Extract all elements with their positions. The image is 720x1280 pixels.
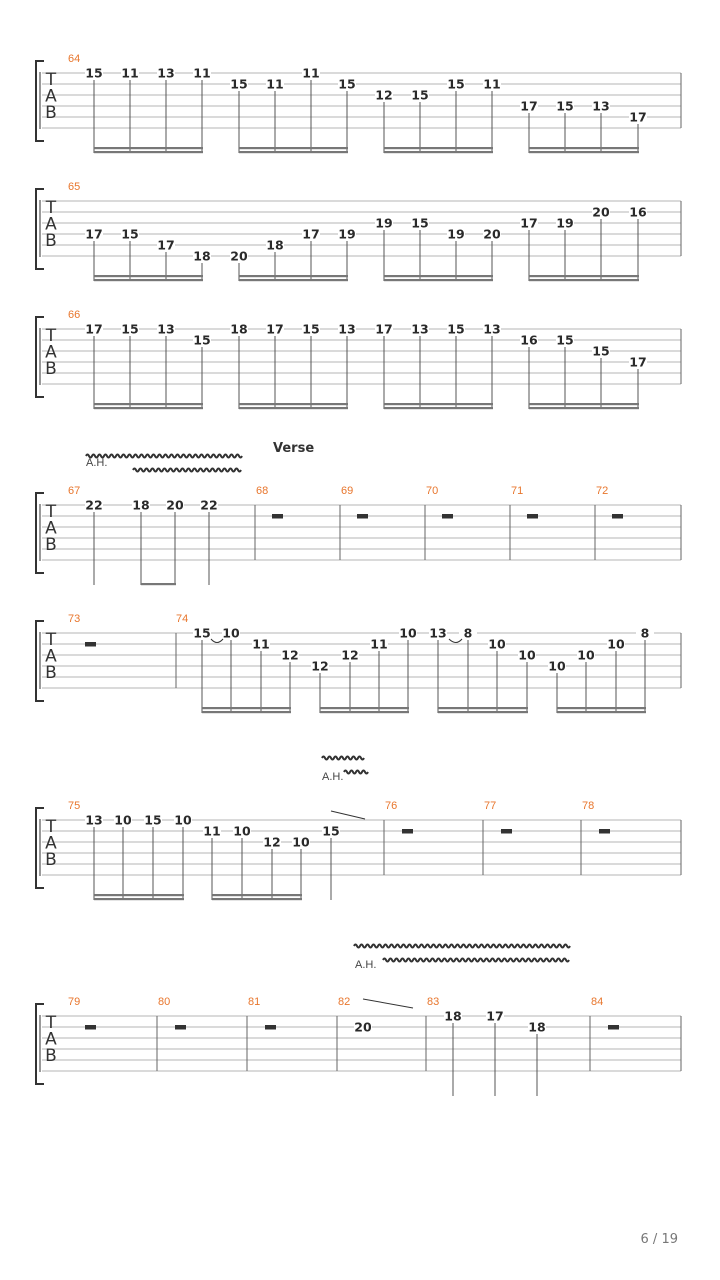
beam — [529, 275, 639, 277]
beam-group — [375, 322, 501, 410]
measure-number-75: 75 — [68, 800, 81, 812]
measure-number-81: 81 — [248, 996, 261, 1008]
vibrato-squiggle — [133, 469, 241, 472]
whole-rest — [402, 829, 413, 834]
technique-label: A.H. — [355, 959, 377, 971]
beam — [94, 407, 203, 409]
fret-number: 11 — [370, 636, 388, 652]
slide-line — [363, 999, 413, 1008]
vibrato-squiggle — [322, 757, 364, 760]
tab-clef-letter: T — [45, 630, 57, 650]
beam — [212, 894, 302, 896]
beam — [557, 711, 646, 713]
fret-number: 20 — [230, 248, 248, 264]
fret-number: 10 — [488, 636, 506, 652]
fret-number: 20 — [166, 497, 184, 513]
tab-staff — [36, 1004, 681, 1084]
measure-number-74: 74 — [176, 613, 189, 625]
fret-number: 10 — [114, 812, 132, 828]
beam-group — [193, 626, 299, 714]
fret-number: 10 — [174, 812, 192, 828]
fret-number: 17 — [302, 226, 320, 242]
measure-number-84: 84 — [591, 996, 604, 1008]
tab-clef — [45, 502, 57, 555]
system-5 — [36, 613, 681, 713]
tab-clef-letter: B — [45, 103, 57, 123]
beam — [320, 711, 409, 713]
fret-number: 10 — [607, 636, 625, 652]
measure-number-72: 72 — [596, 485, 609, 497]
fret-number: 20 — [592, 204, 610, 220]
beam-group — [375, 77, 501, 154]
tab-clef — [45, 198, 57, 251]
system-2 — [36, 181, 681, 281]
beam — [438, 711, 528, 713]
beam-group — [85, 322, 211, 410]
tab-clef-letter: A — [45, 214, 57, 235]
fret-number: 17 — [486, 1008, 504, 1024]
tab-clef — [45, 1013, 57, 1066]
notes — [85, 811, 610, 900]
tab-clef-letter: T — [45, 1013, 57, 1033]
beam — [239, 407, 348, 409]
fret-number: 15 — [338, 76, 356, 92]
fret-number: 15 — [447, 76, 465, 92]
beam — [384, 279, 493, 281]
beam — [94, 279, 203, 281]
fret-number: 15 — [556, 98, 574, 114]
whole-rest — [175, 1025, 186, 1030]
whole-rest — [272, 514, 283, 519]
whole-rest — [527, 514, 538, 519]
tab-clef — [45, 70, 57, 123]
beam-group — [230, 322, 356, 410]
system-4 — [36, 485, 681, 585]
measure-number-76: 76 — [385, 800, 398, 812]
tab-clef — [45, 630, 57, 683]
fret-number: 15 — [144, 812, 162, 828]
vibrato-squiggle — [354, 945, 570, 948]
fret-number: 10 — [222, 625, 240, 641]
fret-number: 12 — [375, 87, 393, 103]
fret-number: 16 — [629, 204, 647, 220]
technique-label: A.H. — [86, 457, 108, 469]
tab-clef-letter: A — [45, 86, 57, 107]
beam — [384, 275, 493, 277]
fret-number: 10 — [399, 625, 417, 641]
measure-number-73: 73 — [68, 613, 81, 625]
fret-number: 17 — [629, 354, 647, 370]
notes — [85, 66, 647, 154]
fret-number: 13 — [157, 321, 175, 337]
whole-rest — [612, 514, 623, 519]
beam — [529, 407, 639, 409]
tab-clef-letter: T — [45, 198, 57, 218]
fret-number: 22 — [200, 497, 218, 513]
tab-clef-letter: B — [45, 850, 57, 870]
beam-group — [429, 626, 536, 714]
tab-clef-letter: A — [45, 342, 57, 363]
measure-number-68: 68 — [256, 485, 269, 497]
fret-number: 19 — [447, 226, 465, 242]
whole-rest — [85, 1025, 96, 1030]
section-label: Verse — [273, 441, 315, 456]
notes — [85, 999, 619, 1096]
notes — [85, 322, 647, 410]
beam — [202, 707, 291, 709]
tab-clef-letter: A — [45, 833, 57, 854]
fret-number: 10 — [577, 647, 595, 663]
fret-number: 11 — [266, 76, 284, 92]
fret-number: 19 — [556, 215, 574, 231]
whole-rest — [265, 1025, 276, 1030]
fret-number: 10 — [233, 823, 251, 839]
beam-group — [375, 216, 501, 282]
fret-number: 11 — [483, 76, 501, 92]
beam-group — [85, 813, 192, 901]
fret-number: 17 — [157, 237, 175, 253]
system-6 — [36, 800, 681, 900]
fret-number: 15 — [592, 343, 610, 359]
beam — [529, 403, 639, 405]
beam — [529, 151, 639, 153]
beam — [94, 894, 184, 896]
tab-clef — [45, 326, 57, 379]
whole-rest — [442, 514, 453, 519]
notes — [85, 498, 623, 586]
fret-number: 13 — [483, 321, 501, 337]
slide-line — [331, 811, 365, 819]
fret-number: 18 — [528, 1019, 546, 1035]
measure-number-64: 64 — [68, 53, 81, 65]
fret-number: 17 — [520, 98, 538, 114]
fret-number: 11 — [121, 65, 139, 81]
tab-clef-letter: A — [45, 1029, 57, 1050]
tab-clef — [45, 817, 57, 870]
system-1 — [36, 53, 681, 153]
notes — [85, 626, 654, 714]
beam — [384, 151, 493, 153]
slur-arc — [449, 639, 462, 643]
fret-number: 19 — [375, 215, 393, 231]
tab-clef-letter: A — [45, 646, 57, 667]
fret-number: 15 — [302, 321, 320, 337]
notes — [85, 205, 647, 282]
fret-number: 12 — [311, 658, 329, 674]
fret-number: 17 — [266, 321, 284, 337]
system-7 — [36, 996, 681, 1096]
tab-clef-letter: B — [45, 359, 57, 379]
fret-number: 16 — [520, 332, 538, 348]
beam-group — [85, 227, 211, 282]
beam-group — [230, 227, 356, 282]
page-number: 6 / 19 — [640, 1232, 678, 1247]
measure-number-66: 66 — [68, 309, 81, 321]
beam-group — [520, 99, 647, 154]
fret-number: 17 — [85, 226, 103, 242]
fret-number: 11 — [252, 636, 270, 652]
fret-number: 8 — [463, 625, 473, 641]
beam — [239, 279, 348, 281]
fret-number: 15 — [556, 332, 574, 348]
measure-number-77: 77 — [484, 800, 497, 812]
fret-number: 15 — [230, 76, 248, 92]
beam — [239, 151, 348, 153]
fret-number: 18 — [132, 497, 150, 513]
fret-number: 15 — [322, 823, 340, 839]
fret-number: 17 — [520, 215, 538, 231]
tab-clef-letter: A — [45, 518, 57, 539]
fret-number: 17 — [85, 321, 103, 337]
whole-rest — [501, 829, 512, 834]
fret-number: 17 — [629, 109, 647, 125]
vibrato-squiggle — [383, 959, 569, 962]
tab-staff — [36, 808, 681, 888]
fret-number: 12 — [341, 647, 359, 663]
beam — [384, 407, 493, 409]
beam-group — [85, 66, 211, 154]
fret-number: 18 — [230, 321, 248, 337]
beam-group — [548, 626, 654, 714]
beam — [94, 275, 203, 277]
fret-number: 15 — [447, 321, 465, 337]
fret-number: 15 — [193, 332, 211, 348]
fret-number: 13 — [592, 98, 610, 114]
measure-number-80: 80 — [158, 996, 171, 1008]
beam — [529, 279, 639, 281]
tab-clef-letter: B — [45, 231, 57, 251]
tab-clef-letter: T — [45, 502, 57, 522]
fret-number: 22 — [85, 497, 103, 513]
beam — [239, 147, 348, 149]
fret-number: 8 — [640, 625, 650, 641]
fret-number: 15 — [121, 321, 139, 337]
beam-group — [520, 205, 647, 282]
measure-number-67: 67 — [68, 485, 81, 497]
system-3 — [36, 309, 681, 409]
fret-number: 18 — [193, 248, 211, 264]
fret-number: 15 — [411, 215, 429, 231]
measure-number-78: 78 — [582, 800, 595, 812]
vibrato-squiggle — [344, 771, 368, 774]
measure-number-82: 82 — [338, 996, 351, 1008]
vibrato-squiggle — [86, 455, 242, 458]
fret-number: 20 — [483, 226, 501, 242]
tab-clef-letter: B — [45, 663, 57, 683]
fret-number: 17 — [375, 321, 393, 337]
tab-clef-letter: T — [45, 817, 57, 837]
beam — [384, 403, 493, 405]
fret-number: 12 — [281, 647, 299, 663]
beam — [94, 403, 203, 405]
beam-group — [230, 66, 356, 154]
beam — [141, 583, 176, 585]
beam — [94, 898, 184, 900]
tab-clef-letter: T — [45, 326, 57, 346]
beam — [438, 707, 528, 709]
fret-number: 13 — [411, 321, 429, 337]
beam-group — [203, 824, 310, 901]
beam — [320, 707, 409, 709]
fret-number: 13 — [157, 65, 175, 81]
fret-number: 10 — [548, 658, 566, 674]
fret-number: 20 — [354, 1019, 372, 1035]
tab-clef-letter: B — [45, 535, 57, 555]
slur-arc — [211, 639, 223, 643]
fret-number: 10 — [518, 647, 536, 663]
fret-number: 12 — [263, 834, 281, 850]
fret-number: 13 — [338, 321, 356, 337]
beam-group — [311, 626, 417, 714]
fret-number: 18 — [444, 1008, 462, 1024]
beam — [94, 147, 203, 149]
measure-number-79: 79 — [68, 996, 81, 1008]
fret-number: 15 — [193, 625, 211, 641]
fret-number: 10 — [292, 834, 310, 850]
fret-number: 15 — [121, 226, 139, 242]
whole-rest — [608, 1025, 619, 1030]
measure-number-71: 71 — [511, 485, 524, 497]
fret-number: 18 — [266, 237, 284, 253]
technique-label: A.H. — [322, 771, 344, 783]
tab-clef-letter: T — [45, 70, 57, 90]
beam — [384, 147, 493, 149]
fret-number: 11 — [302, 65, 320, 81]
fret-number: 19 — [338, 226, 356, 242]
fret-number: 13 — [85, 812, 103, 828]
beam — [557, 707, 646, 709]
fret-number: 15 — [85, 65, 103, 81]
fret-number: 11 — [203, 823, 221, 839]
fret-number: 13 — [429, 625, 447, 641]
beam — [239, 403, 348, 405]
beam — [529, 147, 639, 149]
beam — [94, 151, 203, 153]
tab-clef-letter: B — [45, 1046, 57, 1066]
fret-number: 11 — [193, 65, 211, 81]
measure-number-65: 65 — [68, 181, 81, 193]
beam — [239, 275, 348, 277]
measure-number-70: 70 — [426, 485, 439, 497]
beam — [202, 711, 291, 713]
measure-number-69: 69 — [341, 485, 354, 497]
whole-rest — [357, 514, 368, 519]
whole-rest — [85, 642, 96, 647]
whole-rest — [599, 829, 610, 834]
beam — [212, 898, 302, 900]
fret-number: 15 — [411, 87, 429, 103]
measure-number-83: 83 — [427, 996, 440, 1008]
beam-group — [520, 333, 647, 410]
